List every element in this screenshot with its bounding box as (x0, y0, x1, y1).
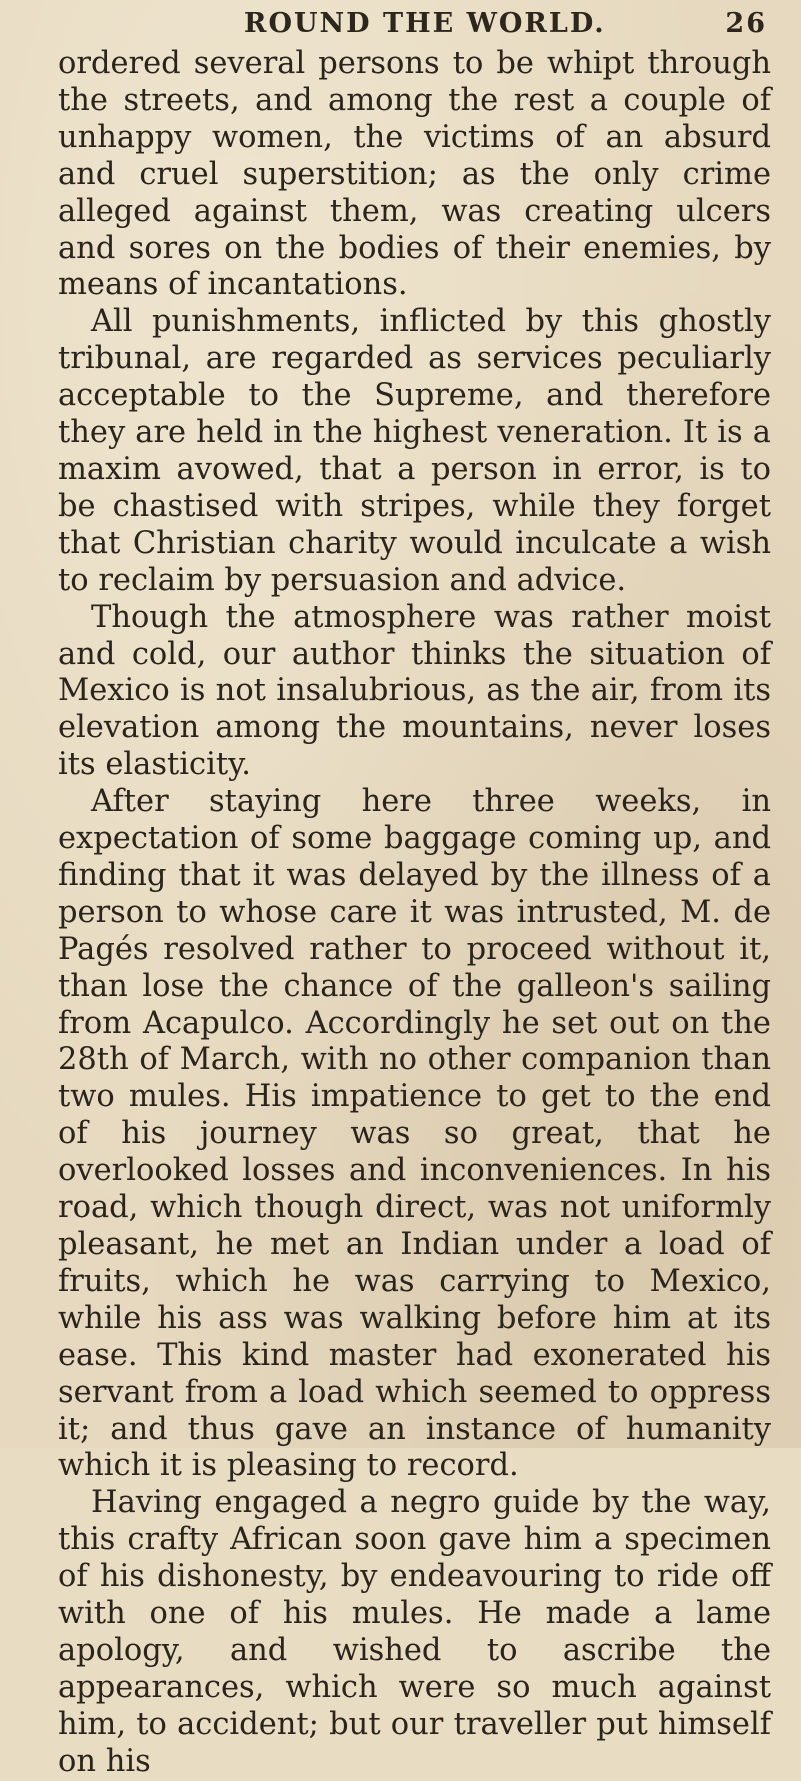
running-head-title: ROUND THE WORLD. (244, 8, 606, 39)
paragraph: Though the atmosphere was rather moist and cold, our author thinks the situation of Mexico is not insalubrious, as the air, from its elevation among the mountains, never loses its elasticity. (58, 599, 771, 783)
running-head (58, 6, 771, 46)
paragraph: After staying here three weeks, in expectation of some baggage coming up, and finding that it was delayed by the illness of a person to whose care it was intrusted, M. de Pagés resolved rather to proceed without it, than lose the chance of the galleon's sailing from Acapulco. Accordingly he set out on the 28th of March, with no other companion than two mules. His impatience to get to the end of his journey was so great, that he overlooked losses and inconveniences. In his road, which though direct, was not uniformly pleasant, he met an Indian under a load of fruits, which he was carrying to Mexico, while his ass was walking before him at its ease. This kind master had exonerated his servant from a load which seemed to oppress it; and thus gave an instance of humanity which it is pleasing to record. (58, 784, 771, 1484)
paragraph: ordered several persons to be whipt through the streets, and among the rest a couple of unhappy women, the victims of an absurd and cruel superstition; as the only crime alleged against them, was creating ulcers and sores on the bodies of their enemies, by means of incantations. (58, 46, 771, 303)
paragraph: All punishments, inflicted by this ghostly tribunal, are regarded as services peculiarly acceptable to the Supreme, and therefore they are held in the highest veneration. It is a maxim avowed, that a person in error, is to be chastised with stripes, while they forget that Christian charity would inculcate a wish to reclaim by persuasion and advice. (58, 304, 771, 598)
body-text (58, 46, 771, 1781)
page-number: 26 (725, 8, 767, 39)
paragraph: Having engaged a negro guide by the way, this crafty African soon gave him a specimen of his dishonesty, by endeavouring to ride off with one of his mules. He made a lame apology, and wished to ascribe the appearances, which were so much against him, to accident; but our traveller put himself on his (58, 1485, 771, 1779)
